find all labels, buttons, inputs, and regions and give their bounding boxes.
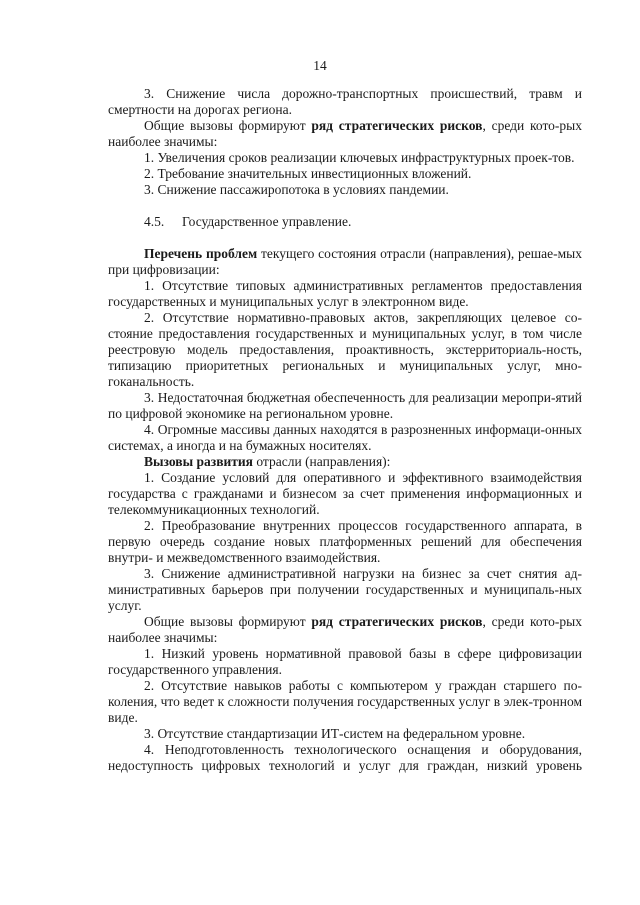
paragraph-risks-intro-transport: Общие вызовы формируют ряд стратегических рисков, среди кото-рых наиболее значимы:: [108, 118, 582, 149]
section-title: Государственное управление.: [182, 214, 352, 229]
risk-item: 2. Требование значительных инвестиционных вложений.: [144, 166, 472, 181]
challenges-intro: Вызовы развития отрасли (направления):: [144, 454, 391, 469]
risk-item: 4. Неподготовленность технологического оснащения и оборудования, недоступность цифровых технологий и услуг для граждан, низкий уровень: [108, 742, 582, 773]
bold-problems-list: Перечень проблем: [144, 246, 258, 261]
paragraph-road-safety: 3. Снижение числа дорожно-транспортных происшествий, травм и смертности на дорогах региона.: [108, 86, 582, 117]
risk-item: 3. Снижение пассажиропотока в условиях пандемии.: [144, 182, 449, 197]
page-body: [108, 86, 582, 774]
risk-item: 1. Увеличения сроков реализации ключевых инфраструктурных проек-тов.: [144, 150, 575, 165]
problem-item: 2. Отсутствие нормативно-правовых актов, закрепляющих целевое со-стояние предоставления государственных и муниципальных услуг, в том числе реестровую модель предоставления, проактивность, экстерриториаль-ность, типизацию приоритетных региональных и муниципальных услуг, мно-гоканальность.: [108, 310, 582, 389]
challenge-item: 1. Создание условий для оперативного и эффективного взаимодействия государства с гражданами и бизнесом за счет применения информационных и телекоммуникационных технологий.: [108, 470, 582, 517]
bold-challenges: Вызовы развития: [144, 454, 253, 469]
problem-item: 4. Огромные массивы данных находятся в разрозненных информаци-онных системах, а иногда и на бумажных носителях.: [108, 422, 582, 453]
problem-item: 1. Отсутствие типовых административных регламентов предоставления государственных и муниципальных услуг в электронном виде.: [108, 278, 582, 309]
section-number: 4.5.: [144, 214, 165, 229]
risk-item: 2. Отсутствие навыков работы с компьютером у граждан старшего по-коления, что ведет к сложности получения государственных услуг в элек-тронном виде.: [108, 678, 582, 725]
bold-strategic-risks: ряд стратегических рисков: [311, 118, 483, 133]
section-heading: [108, 214, 582, 230]
challenge-item: 2. Преобразование внутренних процессов государственного аппарата, в первую очередь создание новых платформенных решений для обеспечения внутри- и межведомственного взаимодействия.: [108, 518, 582, 565]
risk-item: 1. Низкий уровень нормативной правовой базы в сфере цифровизации государственного управления.: [108, 646, 582, 677]
challenge-item: 3. Снижение административной нагрузки на бизнес за счет снятия ад-министративных барьеров при получении государственных и муниципаль-ных услуг.: [108, 566, 582, 613]
problem-item: 3. Недостаточная бюджетная обеспеченность для реализации меропри-ятий по цифровой экономике на региональном уровне.: [108, 390, 582, 421]
bold-strategic-risks: ряд стратегических рисков: [311, 614, 483, 629]
paragraph-risks-intro-government: Общие вызовы формируют ряд стратегических рисков, среди кото-рых наиболее значимы:: [108, 614, 582, 645]
page-number: 14: [313, 58, 327, 73]
risk-item: 3. Отсутствие стандартизации ИТ-систем на федеральном уровне.: [144, 726, 526, 741]
problems-intro: Перечень проблем текущего состояния отрасли (направления), решае-мых при цифровизации:: [108, 246, 582, 277]
